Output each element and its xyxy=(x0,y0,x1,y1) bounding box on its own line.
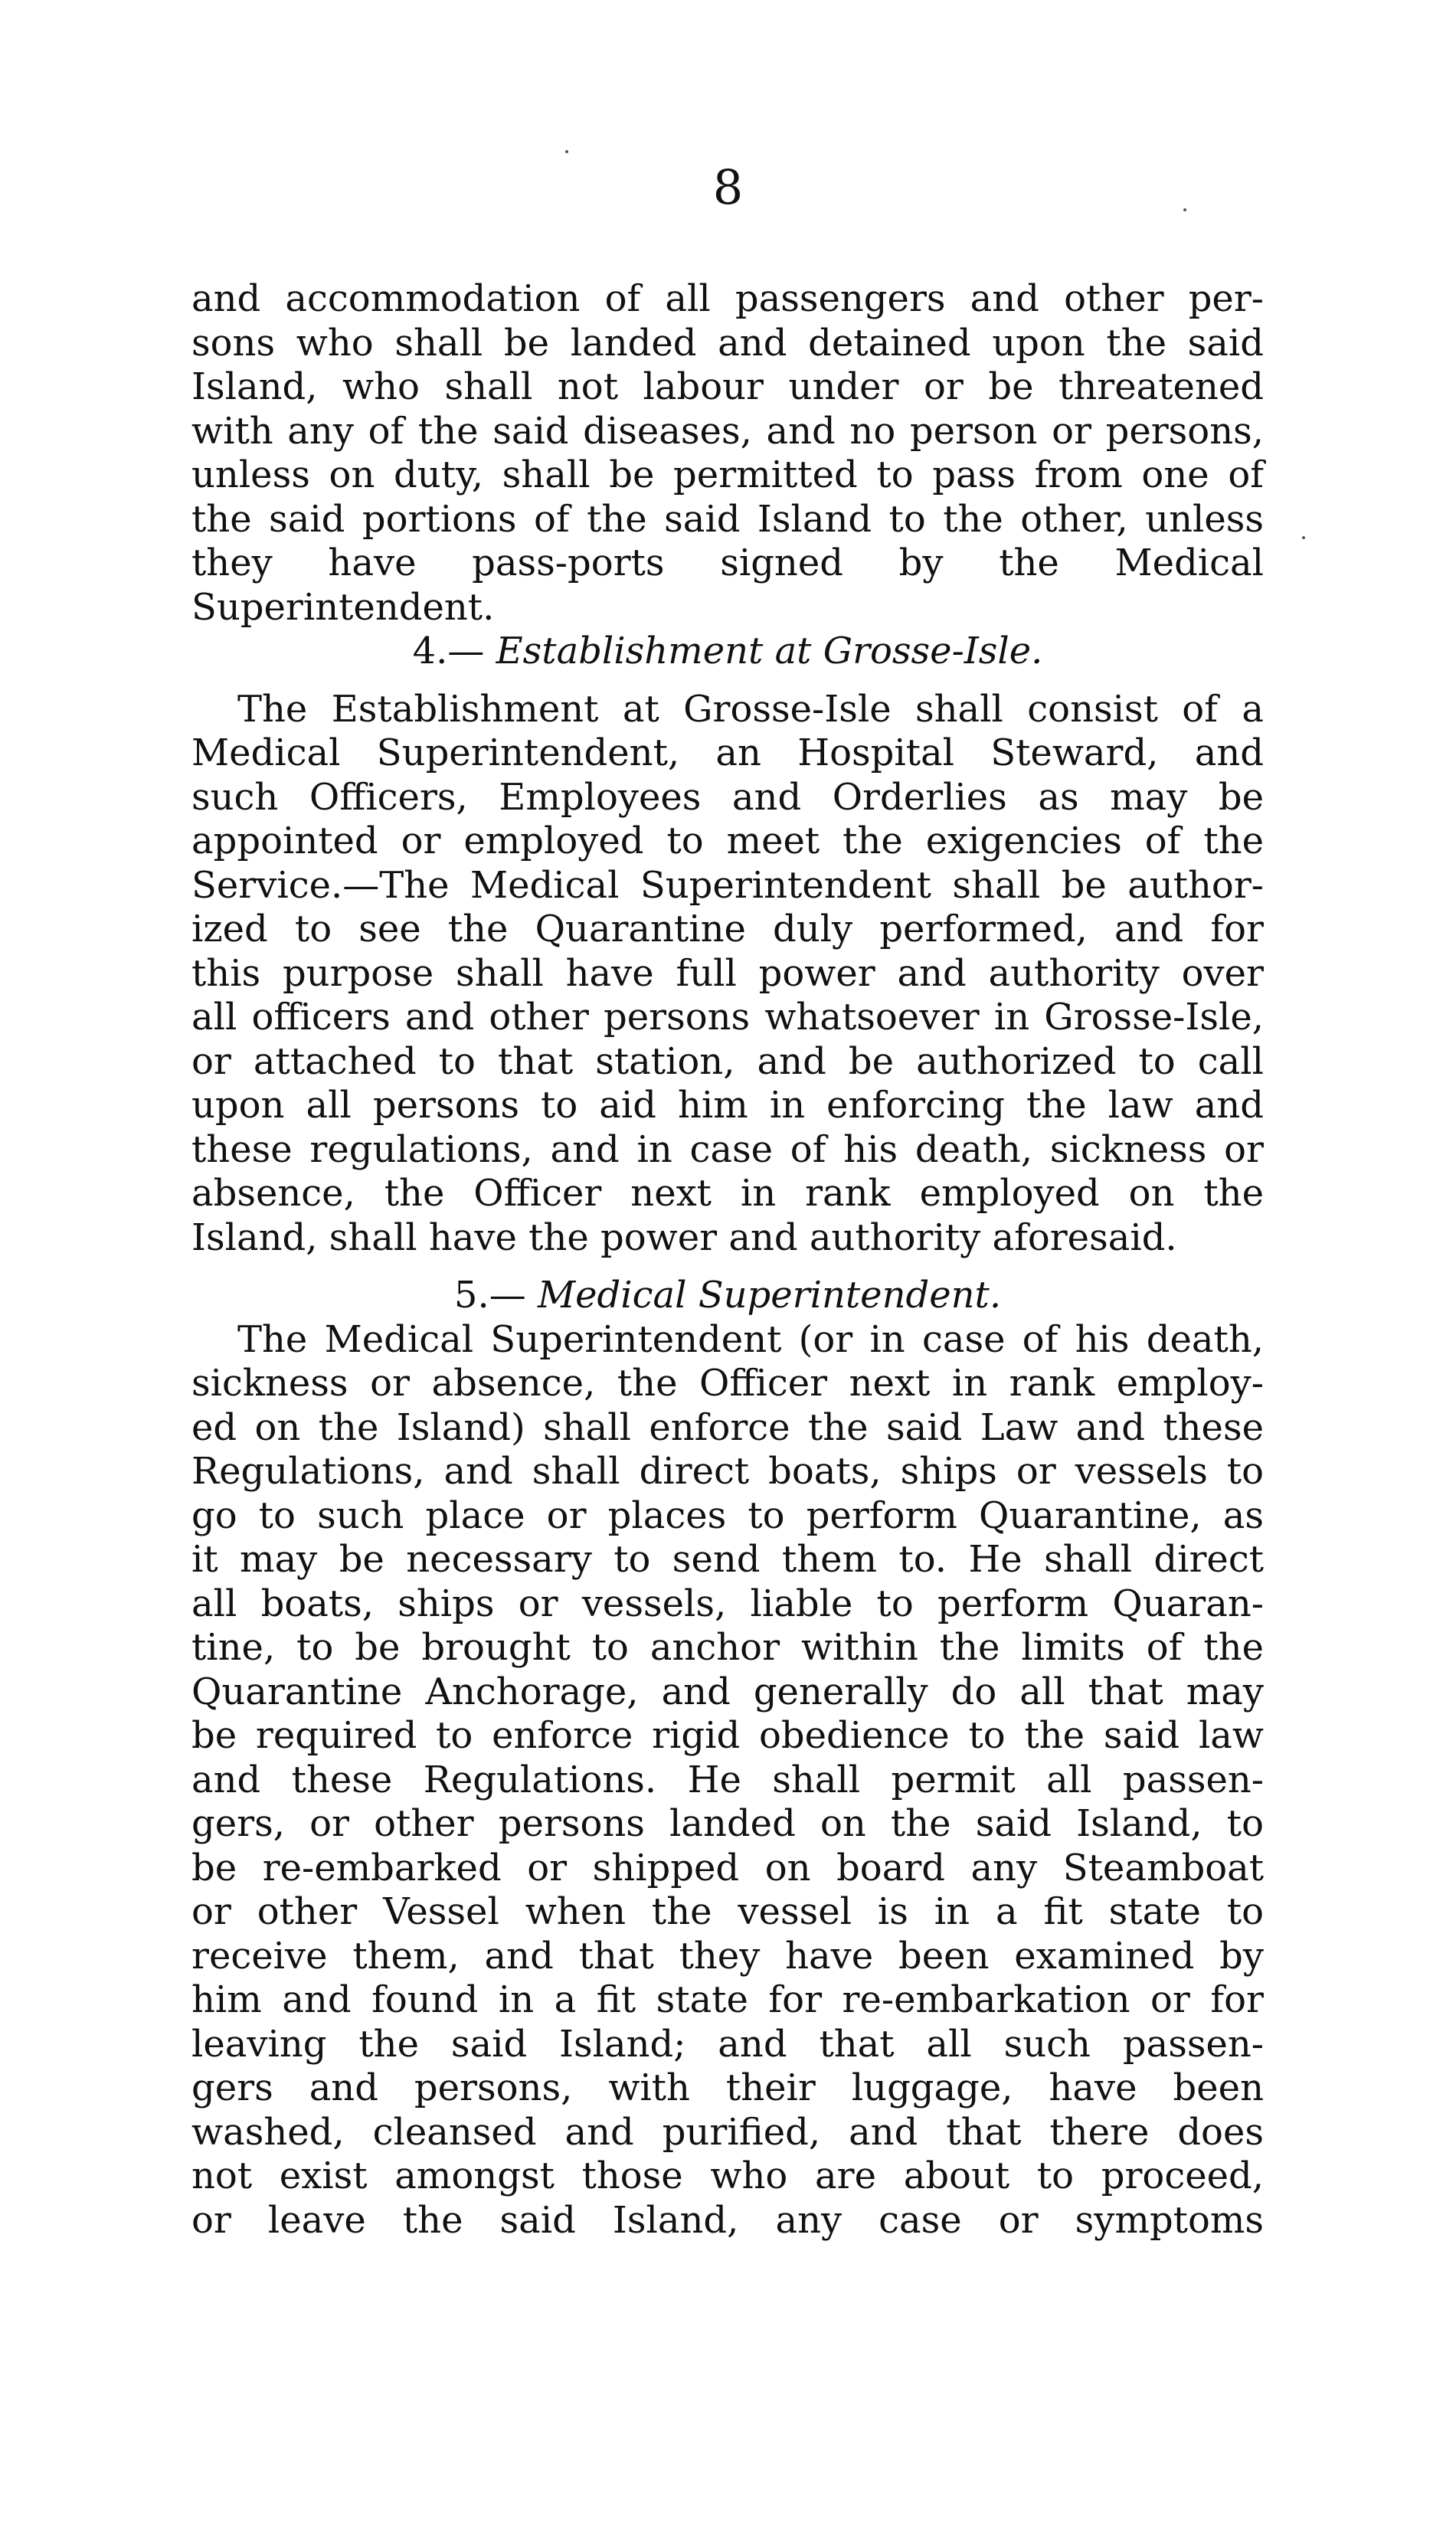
text-line: Regulations, and shall direct boats, ships or vessels to xyxy=(191,1450,1264,1493)
text-line: unless on duty, shall be permitted to pass from one of xyxy=(191,453,1264,496)
text-line: the said portions of the said Island to the other, unless xyxy=(191,497,1264,541)
text-line: Medical Superintendent, an Hospital Steward, and xyxy=(191,731,1264,774)
section-number: 4.— xyxy=(412,630,485,672)
text-line: absence, the Officer next in rank employed on the xyxy=(191,1172,1264,1215)
text-line: it may be necessary to send them to. He shall direct xyxy=(191,1538,1264,1581)
text-line: him and found in a fit state for re-embarkation or for xyxy=(191,1978,1264,2021)
print-speck xyxy=(1302,536,1305,539)
text-line: or other Vessel when the vessel is in a fit state to xyxy=(191,1890,1264,1933)
text-line: Quarantine Anchorage, and generally do all that may xyxy=(191,1670,1264,1713)
text-line: The Medical Superintendent (or in case of his death, xyxy=(237,1317,1264,1361)
text-line: these regulations, and in case of his death, sickness or xyxy=(191,1127,1264,1171)
page-number: 8 xyxy=(712,159,744,215)
section-4-paragraph xyxy=(191,688,1264,1261)
section-number: 5.— xyxy=(453,1274,526,1317)
text-line: ed on the Island) shall enforce the said Law and these xyxy=(191,1405,1264,1449)
print-speck xyxy=(565,150,568,153)
section-title: Establishment at Grosse-Isle. xyxy=(496,630,1043,672)
text-line: such Officers, Employees and Orderlies as may be xyxy=(191,775,1264,819)
text-line: go to such place or places to perform Quarantine, as xyxy=(191,1494,1264,1537)
text-line: Island, shall have the power and authority aforesaid. xyxy=(191,1215,1177,1259)
text-line: Island, who shall not labour under or be threatened xyxy=(191,365,1264,408)
continuation-paragraph xyxy=(191,277,1264,630)
text-line: ized to see the Quarantine duly performed, and for xyxy=(191,908,1264,950)
section-5-paragraph xyxy=(191,1318,1264,2243)
section-title: Medical Superintendent. xyxy=(537,1274,1002,1317)
text-line: gers and persons, with their luggage, have been xyxy=(191,2066,1264,2109)
text-line: not exist amongst those who are about to proceed, xyxy=(191,2154,1264,2197)
text-line: this purpose shall have full power and authority over xyxy=(191,951,1264,995)
text-line: washed, cleansed and purified, and that there does xyxy=(191,2110,1264,2154)
text-line: be required to enforce rigid obedience to the said law xyxy=(191,1714,1264,1757)
text-line: or leave the said Island, any case or symptoms xyxy=(191,2198,1264,2242)
text-line: all officers and other persons whatsoever in Grosse-Isle, xyxy=(191,996,1264,1039)
text-line: with any of the said diseases, and no person or persons, xyxy=(191,409,1264,453)
text-line: leaving the said Island; and that all such passen- xyxy=(191,2022,1264,2066)
section-4-heading xyxy=(191,630,1264,674)
text-line: they have pass-ports signed by the Medical xyxy=(191,541,1264,584)
text-line: Service.—The Medical Superintendent shall be author- xyxy=(191,863,1264,907)
text-line: receive them, and that they have been examined by xyxy=(191,1934,1264,1978)
text-line: and these Regulations. He shall permit all passen- xyxy=(191,1758,1264,1801)
text-line: upon all persons to aid him in enforcing the law and xyxy=(191,1084,1264,1127)
text-line: be re-embarked or shipped on board any Steamboat xyxy=(191,1846,1264,1889)
text-line: tine, to be brought to anchor within the limits of the xyxy=(191,1626,1264,1669)
text-line: and accommodation of all passengers and other per- xyxy=(191,277,1264,320)
text-line: The Establishment at Grosse-Isle shall consist of a xyxy=(237,687,1264,731)
text-line: Superintendent. xyxy=(191,585,495,629)
text-line: appointed or employed to meet the exigencies of the xyxy=(191,820,1264,862)
text-line: sons who shall be landed and detained upon the said xyxy=(191,321,1264,365)
text-line: or attached to that station, and be authorized to call xyxy=(191,1039,1264,1083)
section-5-heading xyxy=(191,1274,1264,1318)
body-text xyxy=(191,277,1264,2243)
text-line: gers, or other persons landed on the said Island, to xyxy=(191,1802,1264,1845)
text-line: sickness or absence, the Officer next in rank employ- xyxy=(191,1362,1264,1405)
text-line: all boats, ships or vessels, liable to perform Quaran- xyxy=(191,1582,1264,1625)
